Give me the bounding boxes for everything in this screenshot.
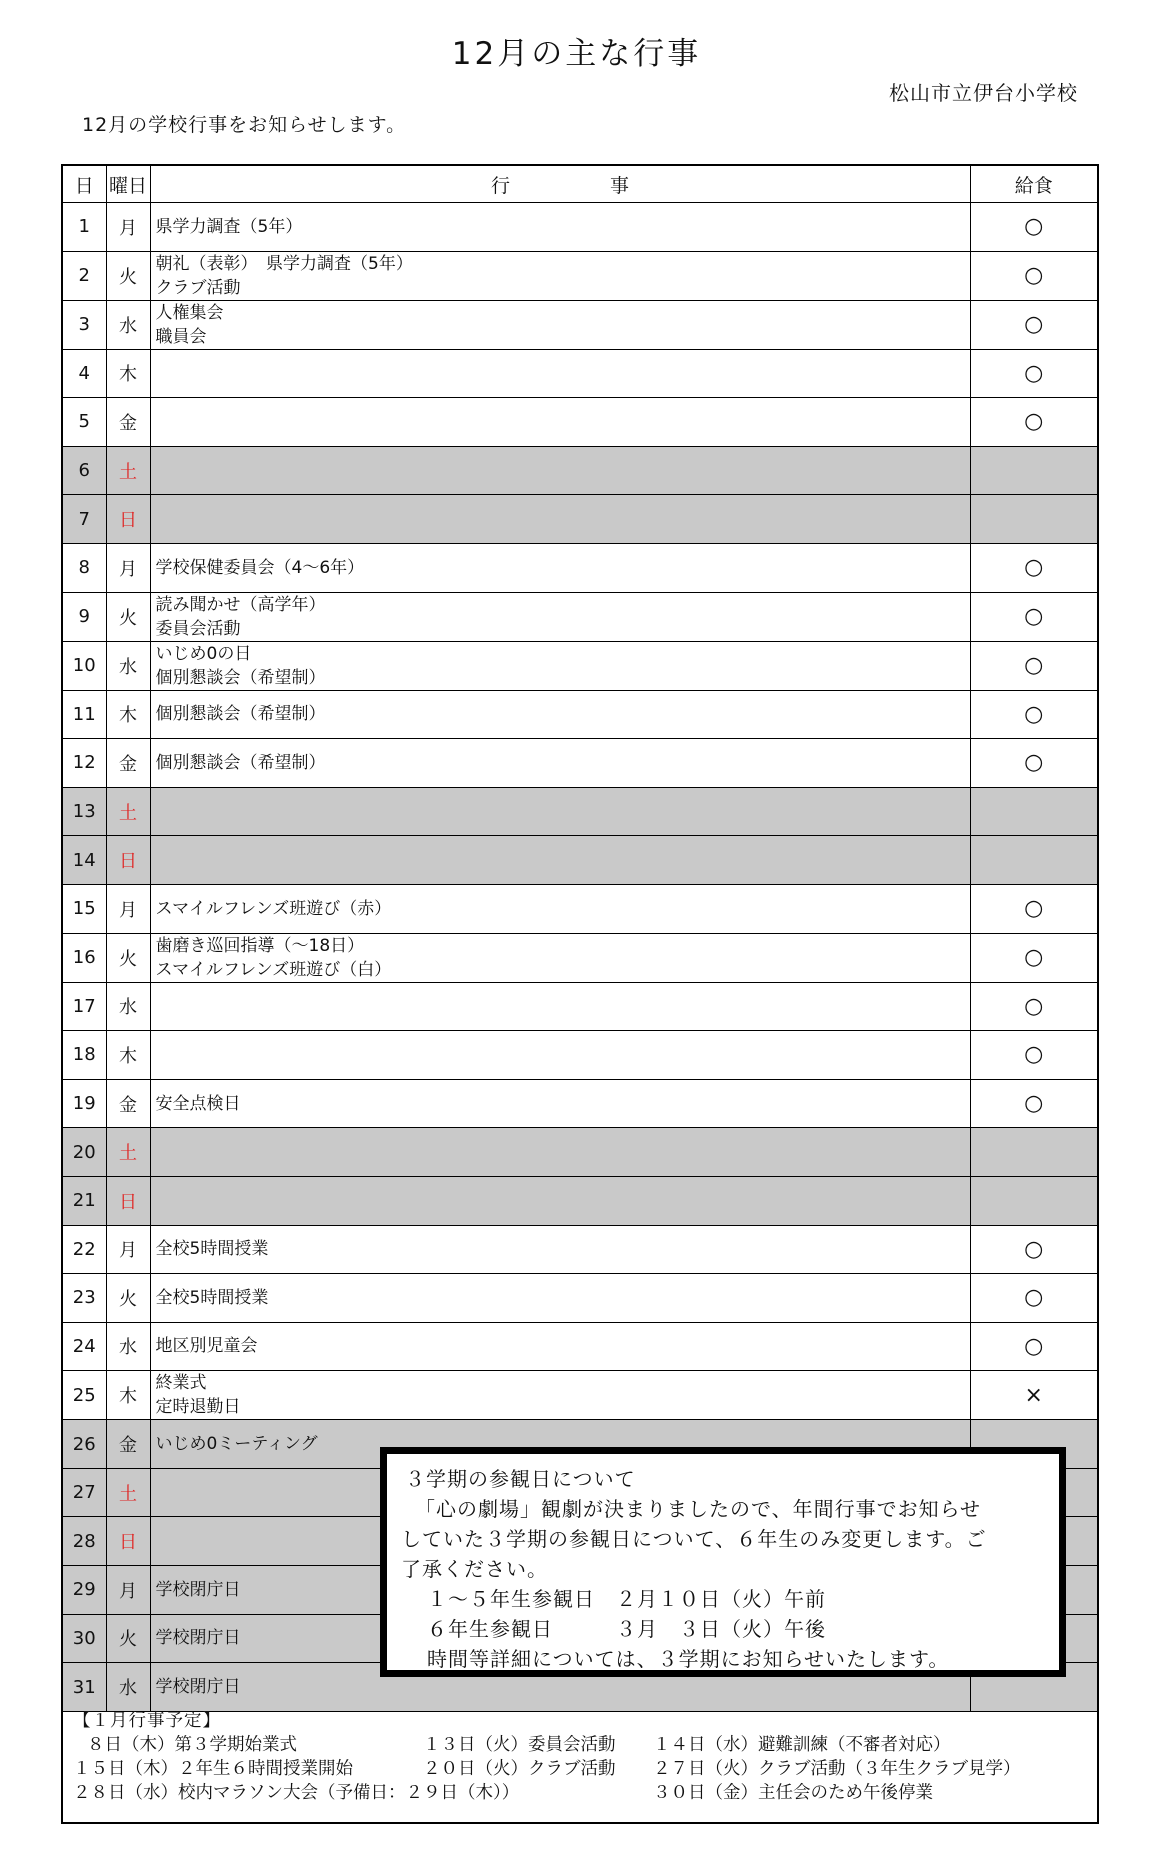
weekday-cell: 木 [106, 690, 150, 739]
weekday-cell: 月 [106, 1566, 150, 1615]
day-cell: 9 [63, 592, 106, 641]
january-item: ２７日（火）クラブ活動（３年生クラブ見学） [653, 1759, 1021, 1779]
table-row [63, 933, 1097, 982]
events-cell [150, 203, 970, 252]
weekday-cell: 土 [106, 446, 150, 495]
day-cell: 20 [63, 1128, 106, 1177]
meal-cell: ○ [970, 543, 1097, 592]
day-cell: 17 [63, 982, 106, 1031]
events-cell [150, 592, 970, 641]
table-row [63, 884, 1097, 933]
meal-cell: ○ [970, 641, 1097, 690]
page-title: 12月の主な行事 [451, 36, 702, 72]
header-weekday: 曜日 [106, 166, 150, 203]
weekday-cell: 日 [106, 836, 150, 885]
table-row [63, 836, 1097, 885]
header-day: 日 [63, 166, 106, 203]
notice-title: ３学期の参観日について [405, 1467, 636, 1491]
table-row [63, 1274, 1097, 1323]
notice-line: 了承ください。 [401, 1557, 548, 1581]
table-row [63, 739, 1097, 788]
day-cell: 12 [63, 739, 106, 788]
table-row [63, 446, 1097, 495]
weekday-cell: 金 [106, 1420, 150, 1469]
table-row [63, 495, 1097, 544]
meal-cell: ○ [970, 1322, 1097, 1371]
weekday-cell: 火 [106, 1274, 150, 1323]
meal-cell: ○ [970, 203, 1097, 252]
header-events: 行 事 [150, 166, 970, 203]
event-text: 個別懇談会（希望制） [155, 752, 326, 773]
events-cell [150, 349, 970, 398]
events-cell [150, 1225, 970, 1274]
event-text: 委員会活動 [155, 618, 241, 639]
table-row [63, 787, 1097, 836]
event-text: スマイルフレンズ班遊び（白） [155, 959, 392, 980]
weekday-cell: 金 [106, 398, 150, 447]
meal-cell [970, 1176, 1097, 1225]
events-cell [150, 398, 970, 447]
table-row [63, 251, 1097, 300]
meal-cell [970, 446, 1097, 495]
meal-cell: ○ [970, 884, 1097, 933]
meal-cell: ○ [970, 251, 1097, 300]
day-cell: 13 [63, 787, 106, 836]
day-cell: 30 [63, 1614, 106, 1663]
header-meal: 給食 [970, 166, 1097, 203]
day-cell: 10 [63, 641, 106, 690]
events-cell [150, 982, 970, 1031]
weekday-cell: 水 [106, 641, 150, 690]
table-row [63, 592, 1097, 641]
january-item: １４日（水）避難訓練（不審者対応） [653, 1735, 951, 1755]
event-text: 定時退勤日 [155, 1397, 241, 1418]
table-row [63, 543, 1097, 592]
event-text: 終業式 [155, 1373, 207, 1394]
january-item: ２８日（水）校内マラソン大会（予備日：２９日（木）） [73, 1783, 520, 1803]
day-cell: 11 [63, 690, 106, 739]
events-cell [150, 251, 970, 300]
weekday-cell: 木 [106, 1031, 150, 1080]
meal-cell: ○ [970, 690, 1097, 739]
day-cell: 22 [63, 1225, 106, 1274]
weekday-cell: 木 [106, 349, 150, 398]
events-cell [150, 690, 970, 739]
event-text: 人権集会 [155, 302, 224, 323]
table-row [63, 690, 1097, 739]
table-row [63, 1176, 1097, 1225]
event-text: 個別懇談会（希望制） [155, 704, 326, 725]
event-text: 学校保健委員会（4～6年） [155, 557, 365, 578]
weekday-cell: 土 [106, 787, 150, 836]
day-cell: 23 [63, 1274, 106, 1323]
notice-line: 「心の劇場」観劇が決まりましたので、年間行事でお知らせ [415, 1497, 981, 1521]
day-cell: 18 [63, 1031, 106, 1080]
event-text: 読み聞かせ（高学年） [155, 594, 326, 615]
notice-line: していた３学期の参観日について、６年生のみ変更します。ご [401, 1527, 987, 1551]
table-row [63, 203, 1097, 252]
events-cell [150, 641, 970, 690]
weekday-cell: 水 [106, 1663, 150, 1712]
day-cell: 19 [63, 1079, 106, 1128]
table-row [63, 349, 1097, 398]
events-cell [150, 787, 970, 836]
events-cell [150, 1031, 970, 1080]
january-item: １３日（火）委員会活動 [423, 1735, 616, 1755]
weekday-cell: 月 [106, 884, 150, 933]
event-text: 安全点検日 [155, 1093, 241, 1114]
events-cell [150, 1079, 970, 1128]
day-cell: 16 [63, 933, 106, 982]
weekday-cell: 月 [106, 203, 150, 252]
event-text: 学校閉庁日 [155, 1628, 241, 1649]
weekday-cell: 土 [106, 1468, 150, 1517]
events-cell [150, 300, 970, 349]
january-heading: 【１月行事予定】 [73, 1711, 221, 1731]
table-row [63, 1128, 1097, 1177]
weekday-cell: 火 [106, 933, 150, 982]
event-text: 県学力調査（5年） [155, 216, 303, 237]
meal-cell: ○ [970, 1225, 1097, 1274]
day-cell: 24 [63, 1322, 106, 1371]
january-item: ８日（木）第３学期始業式 [87, 1735, 297, 1755]
intro-text: 12月の学校行事をお知らせします。 [82, 114, 407, 136]
table-row [63, 641, 1097, 690]
table-header [63, 166, 1097, 203]
table-row [63, 1371, 1097, 1420]
weekday-cell: 日 [106, 1517, 150, 1566]
weekday-cell: 月 [106, 1225, 150, 1274]
events-cell [150, 1128, 970, 1177]
events-cell [150, 495, 970, 544]
events-cell [150, 1274, 970, 1323]
table-row [63, 398, 1097, 447]
january-item: １５日（木）２年生６時間授業開始 [73, 1759, 353, 1779]
event-text: 歯磨き巡回指導（～18日） [155, 935, 365, 956]
day-cell: 21 [63, 1176, 106, 1225]
january-item: ２０日（火）クラブ活動 [423, 1759, 616, 1779]
table-row [63, 1079, 1097, 1128]
events-cell [150, 884, 970, 933]
weekday-cell: 火 [106, 251, 150, 300]
day-cell: 1 [63, 203, 106, 252]
day-cell: 29 [63, 1566, 106, 1615]
day-cell: 3 [63, 300, 106, 349]
day-cell: 27 [63, 1468, 106, 1517]
meal-cell: ○ [970, 398, 1097, 447]
meal-cell: ○ [970, 592, 1097, 641]
event-text: 全校5時間授業 [155, 1287, 269, 1308]
table-row [63, 1225, 1097, 1274]
weekday-cell: 日 [106, 495, 150, 544]
meal-cell: ○ [970, 1031, 1097, 1080]
events-cell [150, 836, 970, 885]
day-cell: 8 [63, 543, 106, 592]
event-text: スマイルフレンズ班遊び（赤） [155, 898, 392, 919]
event-text: 朝礼（表彰） 県学力調査（5年） [155, 253, 413, 274]
meal-cell [970, 1128, 1097, 1177]
weekday-cell: 水 [106, 982, 150, 1031]
event-text: 職員会 [155, 326, 207, 347]
weekday-cell: 木 [106, 1371, 150, 1420]
event-text: 地区別児童会 [155, 1336, 258, 1357]
weekday-cell: 金 [106, 1079, 150, 1128]
notice-line: 時間等詳細については、３学期にお知らせいたします。 [427, 1647, 950, 1671]
events-cell [150, 1322, 970, 1371]
meal-cell [970, 787, 1097, 836]
meal-cell [970, 495, 1097, 544]
events-cell [150, 1371, 970, 1420]
event-text: 学校閉庁日 [155, 1579, 241, 1600]
events-cell [150, 739, 970, 788]
january-item: ３０日（金）主任会のため午後停業 [653, 1783, 933, 1803]
event-text: 全校5時間授業 [155, 1239, 269, 1260]
day-cell: 2 [63, 251, 106, 300]
weekday-cell: 月 [106, 543, 150, 592]
events-cell [150, 1176, 970, 1225]
table-row [63, 1031, 1097, 1080]
day-cell: 4 [63, 349, 106, 398]
school-name: 松山市立伊台小学校 [889, 81, 1078, 105]
day-cell: 26 [63, 1420, 106, 1469]
notice-line: １～５年生参観日 ２月１０日（火）午前 [427, 1587, 826, 1611]
day-cell: 6 [63, 446, 106, 495]
events-cell [150, 446, 970, 495]
table-row [63, 300, 1097, 349]
event-text: 個別懇談会（希望制） [155, 667, 326, 688]
weekday-cell: 水 [106, 300, 150, 349]
day-cell: 5 [63, 398, 106, 447]
notice-line: ６年生参観日 ３月 ３日（火）午後 [427, 1617, 826, 1641]
weekday-cell: 水 [106, 1322, 150, 1371]
meal-cell: ○ [970, 933, 1097, 982]
event-text: 学校閉庁日 [155, 1677, 241, 1698]
meal-cell: ○ [970, 982, 1097, 1031]
meal-cell [970, 836, 1097, 885]
day-cell: 25 [63, 1371, 106, 1420]
day-cell: 7 [63, 495, 106, 544]
meal-cell: ○ [970, 349, 1097, 398]
weekday-cell: 日 [106, 1176, 150, 1225]
notice-box [380, 1447, 1066, 1677]
weekday-cell: 土 [106, 1128, 150, 1177]
meal-cell: ○ [970, 1079, 1097, 1128]
meal-cell: × [970, 1371, 1097, 1420]
event-text: クラブ活動 [155, 277, 241, 298]
weekday-cell: 火 [106, 1614, 150, 1663]
day-cell: 28 [63, 1517, 106, 1566]
event-text: いじめ0の日 [155, 643, 252, 664]
meal-cell: ○ [970, 1274, 1097, 1323]
events-cell [150, 543, 970, 592]
weekday-cell: 金 [106, 739, 150, 788]
table-row [63, 1322, 1097, 1371]
events-cell [150, 933, 970, 982]
day-cell: 31 [63, 1663, 106, 1712]
event-text: いじめ0ミーティング [155, 1434, 318, 1455]
day-cell: 15 [63, 884, 106, 933]
meal-cell: ○ [970, 739, 1097, 788]
meal-cell: ○ [970, 300, 1097, 349]
day-cell: 14 [63, 836, 106, 885]
table-row [63, 982, 1097, 1031]
weekday-cell: 火 [106, 592, 150, 641]
